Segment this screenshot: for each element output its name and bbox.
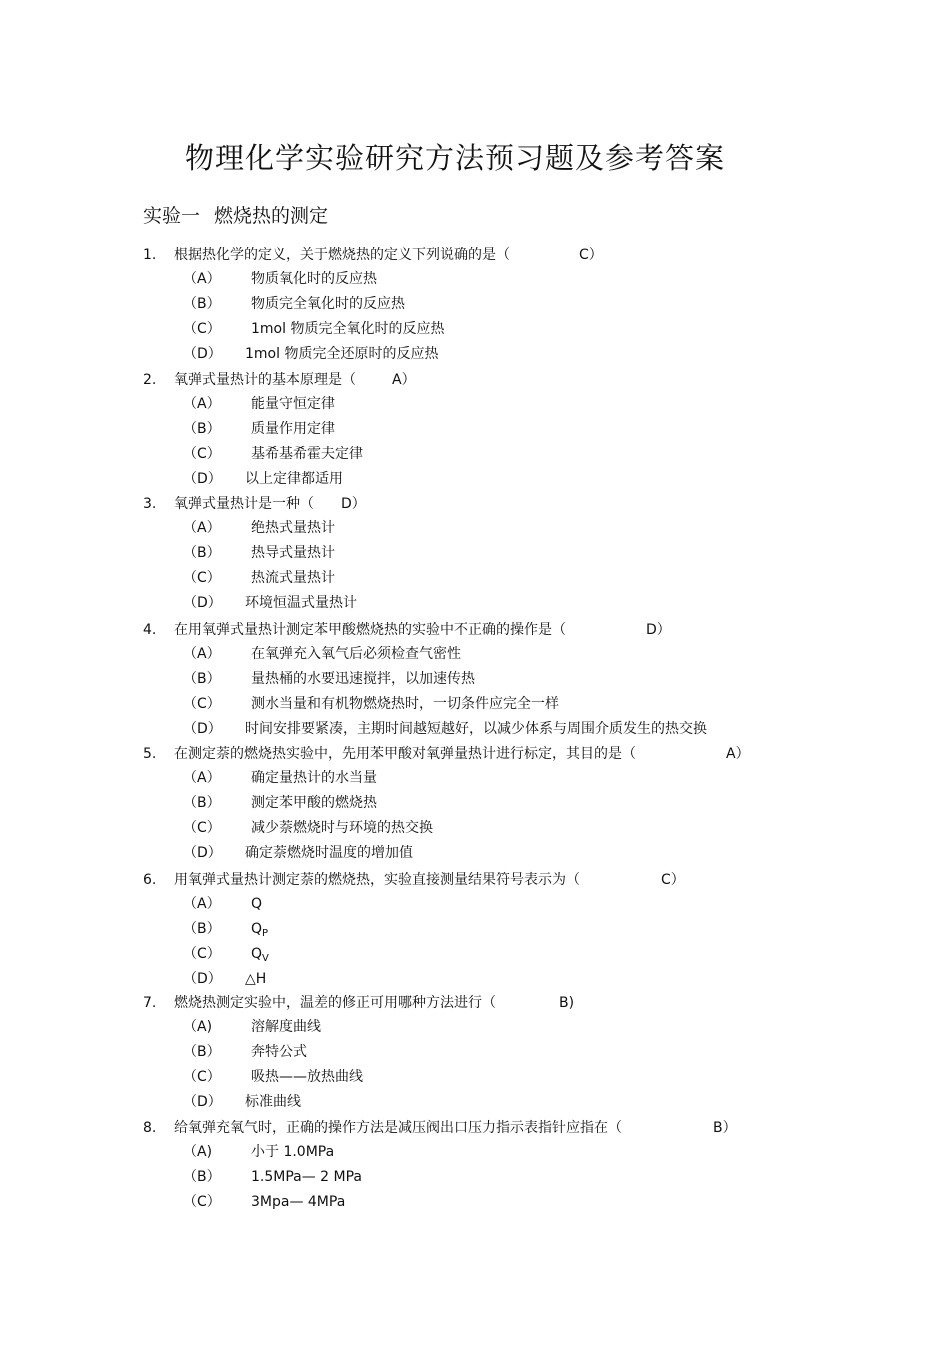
option-text: 环境恒温式量热计 (245, 595, 357, 611)
answer-key: A） (392, 372, 416, 388)
option-label: （C） (183, 946, 221, 962)
option-text: 吸热——放热曲线 (251, 1069, 363, 1085)
option-label: （D） (183, 721, 222, 737)
question-text: 氧弹式量热计是一种（ (174, 496, 314, 512)
option-text: 时间安排要紧凑，主期时间越短越好，以减少体系与周围介质发生的热交换 (245, 721, 707, 737)
option-text: △H (245, 971, 267, 987)
option-text: 测水当量和有机物燃烧热时，一切条件应完全一样 (251, 696, 559, 712)
option-text: 1mol 物质完全氧化时的反应热 (251, 321, 445, 337)
option-label: （D） (183, 845, 222, 861)
option-text: 量热桶的水要迅速搅拌，以加速传热 (251, 671, 475, 687)
section-label: 实验一 (143, 205, 201, 227)
document-title: 物理化学实验研究方法预习题及参考答案 (184, 141, 725, 175)
answer-key: B） (713, 1120, 737, 1136)
option-label: （C） (183, 1069, 221, 1085)
option-label: （B） (183, 1169, 221, 1185)
question-text: 在测定萘的燃烧热实验中，先用苯甲酸对氧弹量热计进行标定，其目的是（ (174, 746, 636, 762)
option-label: （A) (183, 1019, 213, 1035)
question-number: 7. (143, 995, 157, 1011)
answer-key: A） (726, 746, 750, 762)
option-label: （B） (183, 421, 221, 437)
option-label: （A） (183, 396, 221, 412)
question-number: 8. (143, 1120, 157, 1136)
option-label: （B） (183, 545, 221, 561)
answer-key: D） (341, 496, 366, 512)
option-label: （D） (183, 595, 222, 611)
question-number: 2. (143, 372, 157, 388)
option-label: （A) (183, 1144, 213, 1160)
option-label: （C） (183, 321, 221, 337)
option-label: （D） (183, 1094, 222, 1110)
question-number: 3. (143, 496, 157, 512)
option-label: （B） (183, 671, 221, 687)
option-label: （A） (183, 271, 221, 287)
option-text: Q (251, 896, 263, 912)
option-label: （B） (183, 1044, 221, 1060)
option-text: 物质氧化时的反应热 (251, 271, 377, 287)
option-label: （C） (183, 696, 221, 712)
question-text: 燃烧热测定实验中，温差的修正可用哪种方法进行（ (174, 995, 496, 1011)
question-text: 氧弹式量热计的基本原理是（ (174, 372, 356, 388)
section-name: 燃烧热的测定 (214, 205, 329, 227)
option-label: （D） (183, 346, 222, 362)
option-label: （A） (183, 896, 221, 912)
question-number: 4. (143, 622, 157, 638)
option-label: （C） (183, 570, 221, 586)
option-label: （D） (183, 471, 222, 487)
option-label: （D） (183, 971, 222, 987)
option-subscript: P (262, 928, 269, 939)
option-label: （A） (183, 520, 221, 536)
option-text: 确定量热计的水当量 (251, 770, 377, 786)
option-text: 标准曲线 (245, 1094, 301, 1110)
option-text: 在氧弹充入氧气后必须检查气密性 (251, 646, 461, 662)
option-label: （A） (183, 770, 221, 786)
option-text: 测定苯甲酸的燃烧热 (251, 795, 377, 811)
option-text: 1mol 物质完全还原时的反应热 (245, 346, 439, 362)
option-text: 奔特公式 (251, 1044, 307, 1060)
option-text: 确定萘燃烧时温度的增加值 (245, 845, 413, 861)
option-text: $Q_P$ (251, 921, 269, 939)
option-label: （B） (183, 795, 221, 811)
option-label: （B） (183, 296, 221, 312)
answer-key: C） (579, 247, 603, 263)
option-text: 溶解度曲线 (251, 1019, 321, 1035)
answer-key: D） (646, 622, 671, 638)
question-text: 根据热化学的定义，关于燃烧热的定义下列说确的是（ (174, 247, 510, 263)
question-number: 6. (143, 872, 157, 888)
answer-key: C） (661, 872, 685, 888)
option-text: 质量作用定律 (251, 421, 335, 437)
option-text: 热导式量热计 (251, 545, 335, 561)
option-text: 能量守恒定律 (251, 396, 335, 412)
option-label: （C） (183, 1194, 221, 1210)
answer-key: B) (559, 995, 575, 1011)
option-label: （A） (183, 646, 221, 662)
question-text: 给氧弹充氧气时，正确的操作方法是减压阀出口压力指示表指针应指在（ (174, 1120, 622, 1136)
option-text: 热流式量热计 (251, 570, 335, 586)
question-number: 1. (143, 247, 157, 263)
option-text: 绝热式量热计 (251, 520, 335, 536)
option-label: （B） (183, 921, 221, 937)
option-text: 基希基希霍夫定律 (251, 446, 363, 462)
question-number: 5. (143, 746, 157, 762)
option-text: $Q_V$ (251, 946, 269, 964)
option-subscript: V (262, 953, 269, 964)
option-text: 1.5MPa— 2 MPa (251, 1169, 363, 1185)
option-text: 物质完全氧化时的反应热 (251, 296, 405, 312)
option-text: 小于 1.0MPa (251, 1144, 335, 1160)
question-text: 在用氧弹式量热计测定苯甲酸燃烧热的实验中不正确的操作是（ (174, 622, 566, 638)
option-text: 以上定律都适用 (245, 471, 343, 487)
option-text: 减少萘燃烧时与环境的热交换 (251, 820, 433, 836)
option-label: （C） (183, 820, 221, 836)
question-text: 用氧弹式量热计测定萘的燃烧热，实验直接测量结果符号表示为（ (174, 872, 580, 888)
option-text: 3Mpa— 4MPa (251, 1194, 346, 1210)
option-label: （C） (183, 446, 221, 462)
